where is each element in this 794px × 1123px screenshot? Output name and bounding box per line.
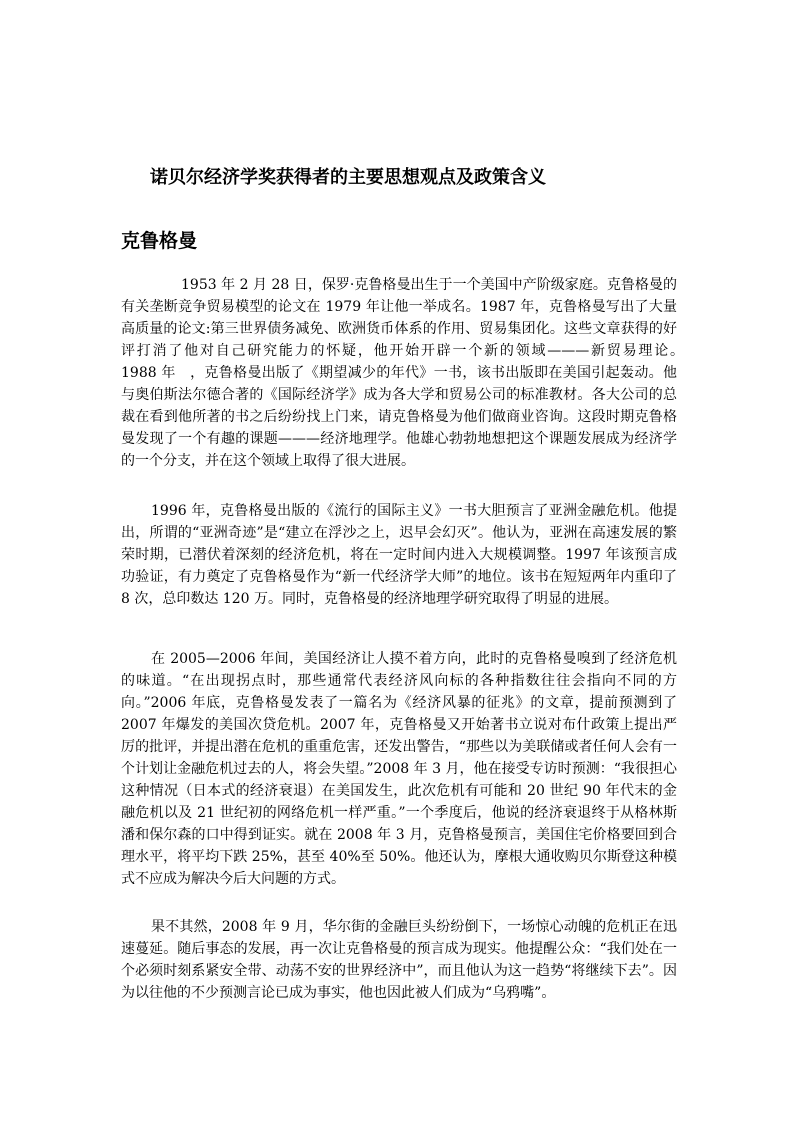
document-title: 诺贝尔经济学奖获得者的主要思想观点及政策含义 bbox=[150, 167, 546, 188]
paragraph-4: 果不其然，2008 年 9 月，华尔街的金融巨头纷纷倒下，一场惊心动魄的危机正在迅速蔓延。随后事态的发展，再一次让克鲁格曼的预言成为现实。他提醒公众：“我们处在一个必须时刻系紧安全带、动荡不安的世界经济中”，而且他认为这一趋势“将继续下去”。因为以往他的不少预测言论已成为事实，他也因此被人们成为“乌鸦嘴”。 bbox=[121, 919, 677, 1001]
section-heading: 克鲁格曼 bbox=[121, 230, 198, 252]
paragraph-2: 1996 年，克鲁格曼出版的《流行的国际主义》一书大胆预言了亚洲金融危机。他提出，所谓的“亚洲奇迹”是“建立在浮沙之上，迟早会幻灭”。他认为，亚洲在高速发展的繁荣时期，已潜伏着深刻的经济危机，将在一定时间内进入大规模调整。1997 年该预言成功验证，有力奠定了克鲁格曼作为“新一代经济学大师”的地位。该书在短短两年内重印了 8 次，总印数达 120 万。同时，克鲁格曼的经济地理学研究取得了明显的进展。 bbox=[121, 503, 677, 607]
paragraph-1: 1953 年 2 月 28 日，保罗·克鲁格曼出生于一个美国中产阶级家庭。克鲁格曼的有关垄断竞争贸易模型的论文在 1979 年让他一举成名。1987 年，克鲁格曼写出了大量高质量的论文:第三世界债务减免、欧洲货币体系的作用、贸易集团化。这些文章获得的好评打消了他对自己研究能力的怀疑，他开始开辟一个新的领域———新贸易理论。 1988 年 ，克鲁格曼出版了《期望减少的年代》一书，该书出版即在美国引起轰动。他与奥伯斯法尔德合著的《国际经济学》成为各大学和贸易公司的标准教材。各大公司的总裁在看到他所著的书之后纷纷找上门来，请克鲁格曼为他们做商业咨询。这段时期克鲁格曼发现了一个有趣的课题———经济地理学。他雄心勃勃地想把这个课题发展成为经济学的一个分支，并在这个领域上取得了很大进展。 bbox=[121, 277, 705, 469]
paragraph-3: 在 2005—2006 年间，美国经济让人摸不着方向，此时的克鲁格曼嗅到了经济危机的味道。“在出现拐点时，那些通常代表经济风向标的各种指数往往会指向不同的方向。”2006 年底，克鲁格曼发表了一篇名为《经济风暴的征兆》的文章，提前预测到了 2007 年爆发的美国次贷危机。2007 年，克鲁格曼又开始著书立说对布什政策上提出严厉的批评，并提出潜在危机的重重危害，还发出警告，“那些以为美联储或者任何人会有一个计划让金融危机过去的人，将会失望。”2008 年 3 月，他在接受专访时预测：“我很担心这种情况（日本式的经济衰退）在美国发生，此次危机有可能和 20 世纪 90 年代末的金融危机以及 21 世纪初的网络危机一样严重。”一个季度后，他说的经济衰退终于从格林斯潘和保尔森的口中得到证实。就在 2008 年 3 月，克鲁格曼预言，美国住宅价格要回到合理水平，将平均下跌 25%，甚至 40%至 50%。他还认为，摩根大通收购贝尔斯登这种模式不应成为解决今后大问题的方式。 bbox=[121, 651, 677, 887]
